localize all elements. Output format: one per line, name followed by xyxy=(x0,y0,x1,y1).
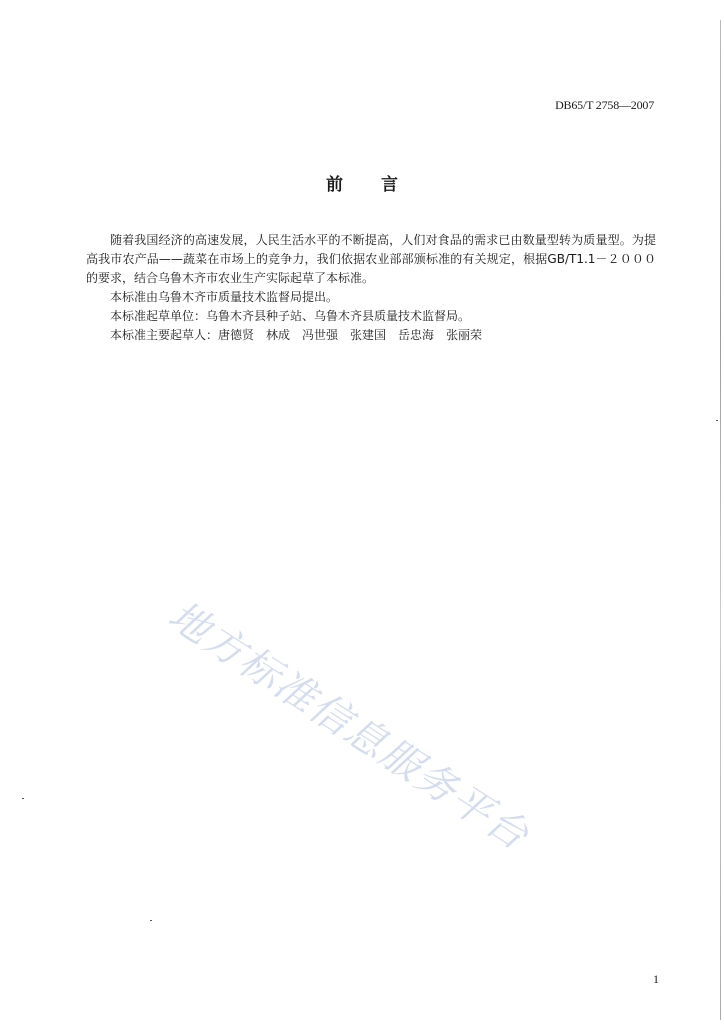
scan-speck xyxy=(716,420,718,421)
page-title: 前言 xyxy=(326,175,436,195)
scan-speck xyxy=(150,920,152,921)
paragraph-intro: 随着我国经济的高速发展，人民生活水平的不断提高，人们对食品的需求已由数量型转为质量型。为提高我市农产品——蔬菜在市场上的竞争力，我们依据农业部部颁标准的有关规定，根据GB/T1.1－２０００的要求，结合乌鲁木齐市农业生产实际起草了本标准。 xyxy=(86,233,656,285)
foreword-body xyxy=(86,231,656,345)
scan-speck xyxy=(22,798,24,799)
paragraph-proposer: 本标准由乌鲁木齐市质量技术监督局提出。 xyxy=(110,290,339,304)
document-code: DB65/T 2758—2007 xyxy=(555,98,654,112)
paragraph-drafting-units: 本标准起草单位：乌鲁木齐县种子站、乌鲁木齐县质量技术监督局。 xyxy=(110,309,471,323)
watermark: 地方标准信息服务平台 xyxy=(160,592,538,860)
page-number: 1 xyxy=(653,972,659,986)
paragraph-drafters: 本标准主要起草人：唐德贤 林成 冯世强 张建国 岳忠海 张丽荣 xyxy=(110,328,483,342)
